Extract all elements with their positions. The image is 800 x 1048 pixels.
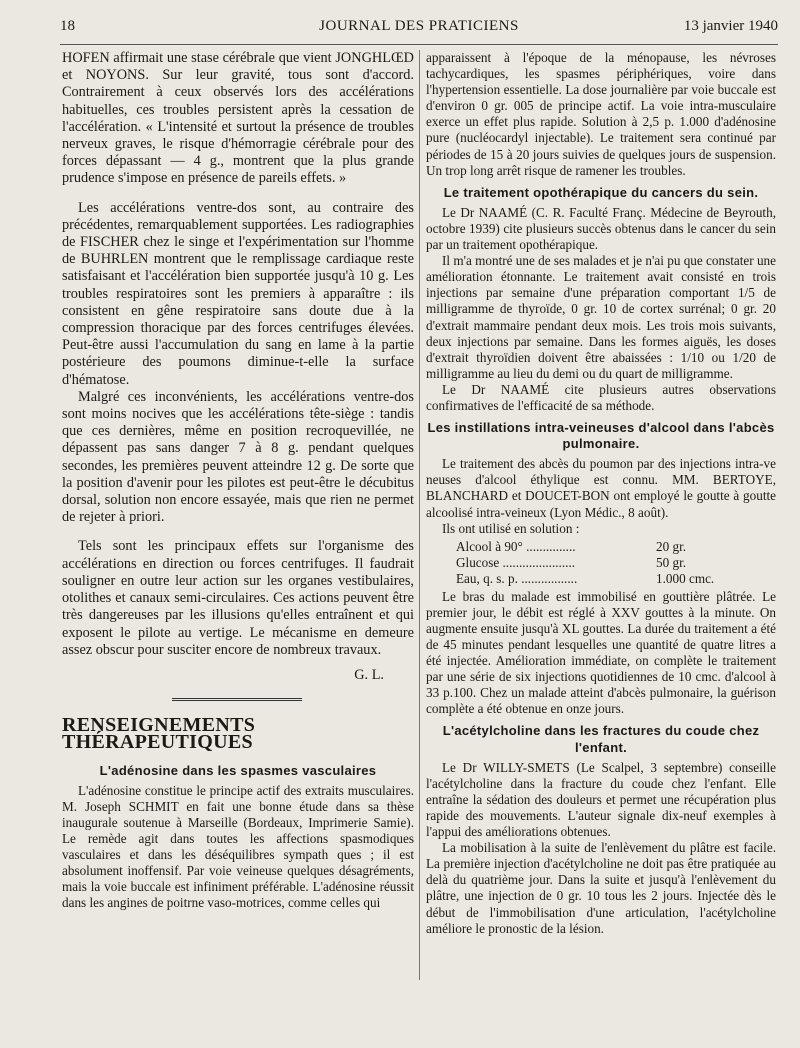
left-column	[62, 50, 414, 911]
recipe-table	[456, 539, 776, 587]
ingredient-name: Alcool à 90° ...............	[456, 538, 576, 554]
paragraph: Il m'a montré une de ses malades et je n'ai pu que constater une amélioration étonnante. Le traitement avait consisté en trois injections par semaine d'une préparation comportant 1/5 de milligramme de thyroïde, 0 gr. 10 de cortex surrénal; 0 gr. 20 d'extrait mammaire pendant deux mois. Les trois mois suivants, deux injections par semaine. Dans les formes aiguës, les doses d'extrait thyroïdien doivent être abaissées : 1/10 ou 1/20 de milligramme au lieu du demi ou du quart de milligramme.	[426, 253, 776, 381]
paragraph: La mobilisation à la suite de l'enlèvement du plâtre est facile. La première injection d'acétylcholine ne doit pas être pratiquée au delà du quatrième jour. Dans la suite et jusqu'à l'enlèvement du plâtre, une injection de 0 gr. 10 tous les 2 jours. Injectée dès le début de l'immobilisation d'une articulation, l'acétylcholine améliore le pronostic de la lésion.	[426, 840, 776, 936]
ingredient-qty: 50 gr.	[656, 554, 687, 570]
paragraph: Le Dr NAAMÉ (C. R. Faculté Franç. Médecine de Beyrouth, octobre 1939) cite plusieurs succès obtenus dans le cancer du sein par un traitement opothérapique.	[426, 204, 776, 253]
ingredient-name: Glucose ......................	[456, 554, 576, 570]
recipe-row	[456, 539, 776, 555]
paragraph: Le Dr WILLY-SMETS (Le Scalpel, 3 septembre) conseille l'acétylcholine dans la fracture du coude chez l'enfant. Elle entraîne la sédation des douleurs et permet une récupération plus rapide des mouvements. L'auteur signale dix-neuf exemples à l'appui des améliorations obtenues.	[426, 759, 776, 840]
section-divider	[172, 698, 302, 701]
paragraph: Le Dr NAAMÉ cite plusieurs autres observations confirmatives de l'efficacité de sa méthode.	[426, 381, 776, 413]
recipe-row	[456, 571, 776, 587]
signature: G. L.	[354, 666, 384, 683]
article-heading: L'adénosine dans les spasmes vasculaires	[99, 762, 377, 778]
section-title: RENSEIGNEMENTS THÉRAPEUTIQUES	[62, 714, 256, 754]
paragraph: Ils ont utilisé en solution :	[442, 520, 580, 536]
recipe-row	[456, 555, 776, 571]
issue-date: 13 janvier 1940	[683, 18, 778, 34]
paragraph: L'adénosine constitue le principe actif des extraits musculaires. M. Joseph SCHMIT en fait une bonne étude dans sa thèse inaugurale soutenue à Marseille (Bordeaux, Imprimerie Samie). Le remède agit dans toutes les affections spasmodiques vasculaires et dans les déséquilibres sympath ques ; il est absolument inoffensif. Par voie veineuse quelques désagréments, mais la voie buccale est infiniment préférable. L'adénosine réussit dans les angines de poitrne vaso-motrices, comme celles qui	[62, 782, 414, 911]
ingredient-qty: 20 gr.	[656, 538, 687, 554]
paragraph: Malgré ces inconvénients, les accélérations ventre-dos sont moins nocives que les accélérations tête-siège : tandis que ces dernières, même en position recroquevillée, ne dépassent pas sans danger 7 à 8 g. pendant quelques secondes, les premières peuvent atteindre 12 g. De sorte que la position d'avenir pour les pilotes est peut-être le décubitus dorsal, solution non encore essayée, mais que rien ne permet de rejeter à priori.	[62, 388, 414, 526]
journal-title: JOURNAL DES PRATICIENS	[319, 18, 519, 34]
paragraph: Les accélérations ventre-dos sont, au contraire des précédentes, remarquablement supportées. Les radiographies de FISCHER chez le singe et l'expérimentation sur l'homme de BUHRLEN montrent que le remplissage cardiaque reste satisfaisant et l'accélération bien supportée jusqu'à 10 g. Les troubles respiratoires sont les premiers à apparaître : ils consistent en gêne respiratoire sans doute due à la compression thoracique par des forces centrifuges élevées. Peut-être aussi l'accumulation du sang en lame à la partie postérieure des poumons diminue-t-elle la surface d'hématose.	[62, 199, 414, 388]
article-heading: Les instillations intra-veineuses d'alcool dans l'abcès pulmonaire.	[427, 420, 775, 452]
paragraph: HOFEN affirmait une stase cérébrale que vient JONGHLŒD et NOYONS. Sur leur gravité, tous sont d'accord. Contrairement à ceux observés lors des accélérations habituelles, ces troubles persistent après la cessation de l'accélération. « L'intensité et surtout la présence de troubles nerveux graves, le risque d'hémorragie cérébrale pour des forces dépassant — 4 g., montrent que la plus grande prudence s'impose en présence de pareils effets. »	[62, 50, 414, 187]
ingredient-name: Eau, q. s. p. .................	[456, 570, 578, 586]
ingredient-qty: 1.000 cmc.	[656, 570, 715, 586]
article-heading: Le traitement opothérapique du cancers du sein.	[443, 184, 759, 200]
paragraph: Tels sont les principaux effets sur l'organisme des accélérations en direction ou forces centrifuges. Il faudrait souligner en outre leur action sur les organes vestibulaires, otolithes et canaux semi-circulaires. Ces actions peuvent être très dangereuses par les illusions qu'elles entraînent et qui exposent le pilote au vertige. Le mécanisme en demeure assez obscur pour susciter encore de nombreux travaux.	[62, 538, 414, 658]
page-header	[60, 18, 778, 42]
paragraph: Le bras du malade est immobilisé en gouttière plâtrée. Le premier jour, le débit est réglé à XXV gouttes à la minute. On augmente ensuite jusqu'à XL gouttes. La durée du traitement a été de 45 minutes pendant lesquelles une quantité de quatre litres a été injectée. Amélioration immédiate, on complète le traitement par une série de six injections quotidiennes de 10 cmc. d'alcool à 33 p.100. Chez un malade atteint d'abcès pulmonaire, la guérison complète a été obtenue en onze jours.	[426, 588, 776, 717]
article-heading: L'acétylcholine dans les fractures du coude chez l'enfant.	[442, 723, 760, 755]
paragraph: Le traitement des abcès du poumon par des injections intra-ve neuses d'alcool éthylique est connu. MM. BERTOYE, BLANCHARD et DOUCET-BON ont employé le goutte à goutte alcoolisé intra-veineux (Lyon Médic., 8 août).	[426, 456, 776, 520]
column-divider	[419, 50, 420, 980]
paragraph: apparaissent à l'époque de la ménopause, les névroses tachycardiques, les spasmes périphériques, voire dans l'hypertension essentielle. La dose journalière par voie buccale est d'environ 0 gr. 005 de principe actif. La voie intra-musculaire exerce un effet plus rapide. Solution à 2,5 p. 1.000 d'adénosine pure (nucléocardyl injectable). Le traitement sera continué par périodes de 15 à 20 jours suivies de quelques jours de suspension. Un trop long arrêt risque de ramener les troubles.	[426, 50, 776, 178]
page-number: 18	[60, 18, 75, 34]
right-column	[426, 50, 776, 937]
header-rule	[60, 44, 778, 45]
